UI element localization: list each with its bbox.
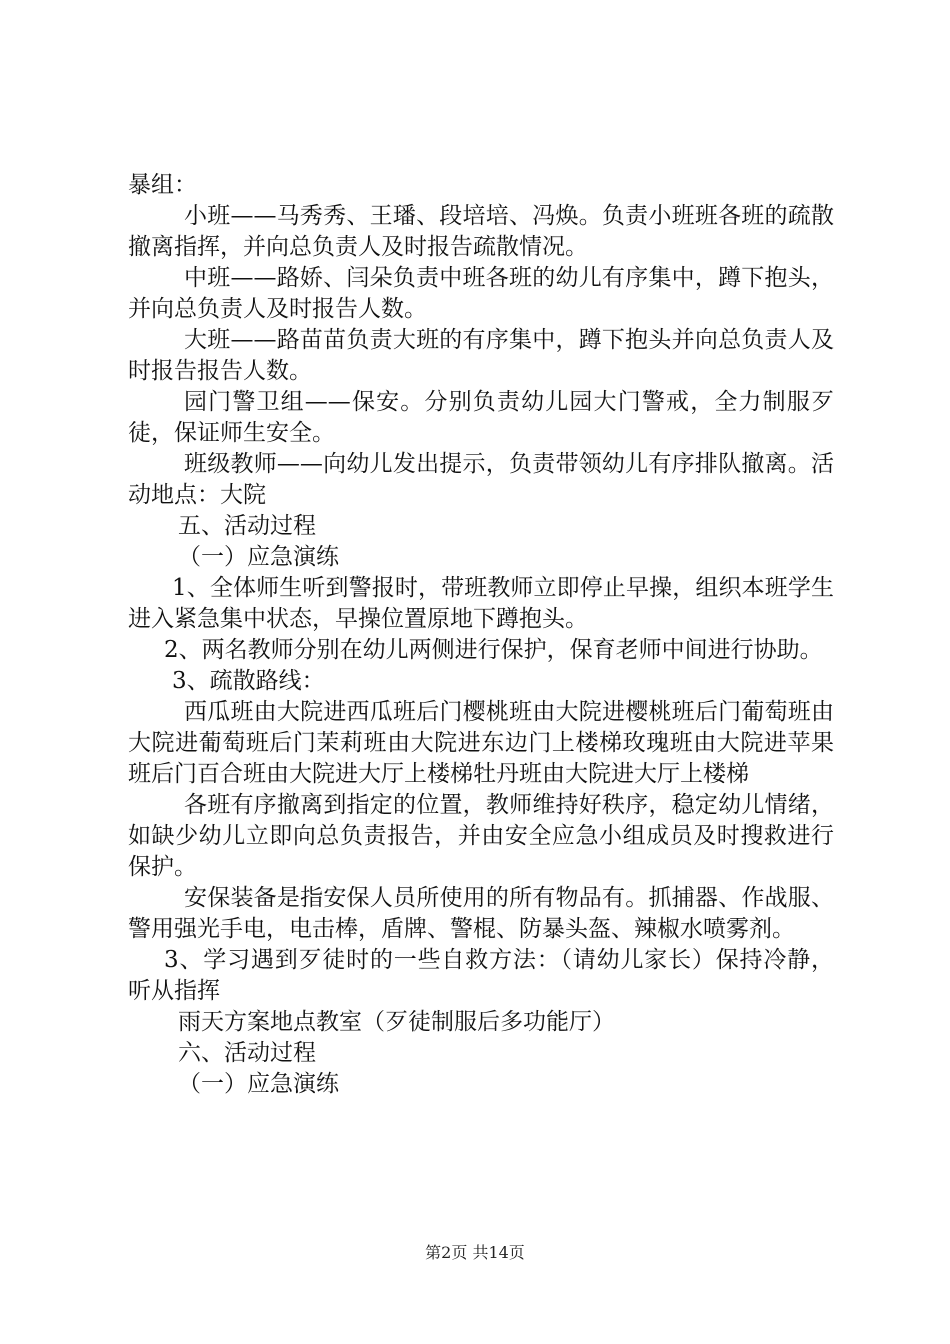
paragraph: 3、疏散路线： — [172, 668, 325, 694]
paragraph: 小班——马秀秀、王璠、段培培、冯焕。负责小班班各班的疏散撤离指挥，并向总负责人及时报告疏散情况。 — [128, 203, 834, 260]
paragraph: 安保装备是指安保人员所使用的所有物品有。抓捕器、作战服、警用强光手电，电击棒，盾牌、警棍、防暴头盔、辣椒水喷雾剂。 — [128, 885, 834, 942]
paragraph: 六、活动过程 — [178, 1040, 316, 1066]
paragraph: （一）应急演练 — [178, 1071, 339, 1097]
paragraph: 西瓜班由大院进西瓜班后门樱桃班由大院进樱桃班后门葡萄班由大院进葡萄班后门茉莉班由大院进东边门上楼梯玫瑰班由大院进苹果班后门百合班由大院进大厅上楼梯牡丹班由大院进大厅上楼梯 — [128, 699, 834, 787]
paragraph: （一）应急演练 — [178, 544, 339, 570]
paragraph: 1、全体师生听到警报时，带班教师立即停止早操，组织本班学生进入紧急集中状态，早操位置原地下蹲抱头。 — [128, 575, 834, 632]
paragraph: 各班有序撤离到指定的位置，教师维持好秩序，稳定幼儿情绪，如缺少幼儿立即向总负责报告，并由安全应急小组成员及时搜救进行保护。 — [128, 792, 834, 880]
paragraph: 暴组： — [128, 172, 197, 198]
paragraph: 五、活动过程 — [178, 513, 316, 539]
paragraph: 大班——路苗苗负责大班的有序集中，蹲下抱头并向总负责人及时报告报告人数。 — [128, 327, 834, 384]
paragraph: 雨天方案地点教室（歹徒制服后多功能厅） — [178, 1009, 615, 1035]
paragraph: 中班——路娇、闫朵负责中班各班的幼儿有序集中，蹲下抱头，并向总负责人及时报告人数。 — [128, 265, 834, 322]
paragraph: 园门警卫组——保安。分别负责幼儿园大门警戒，全力制服歹徒，保证师生安全。 — [128, 389, 834, 446]
paragraph: 3、学习遇到歹徒时的一些自救方法：（请幼儿家长）保持冷静，听从指挥 — [128, 947, 834, 1004]
paragraph: 2、两名教师分别在幼儿两侧进行保护，保育老师中间进行协助。 — [164, 637, 823, 663]
page-footer: 第2页 共14页 — [425, 1243, 525, 1262]
paragraph: 班级教师——向幼儿发出提示，负责带领幼儿有序排队撤离。活动地点：大院 — [128, 451, 834, 508]
document-body — [128, 170, 834, 1100]
